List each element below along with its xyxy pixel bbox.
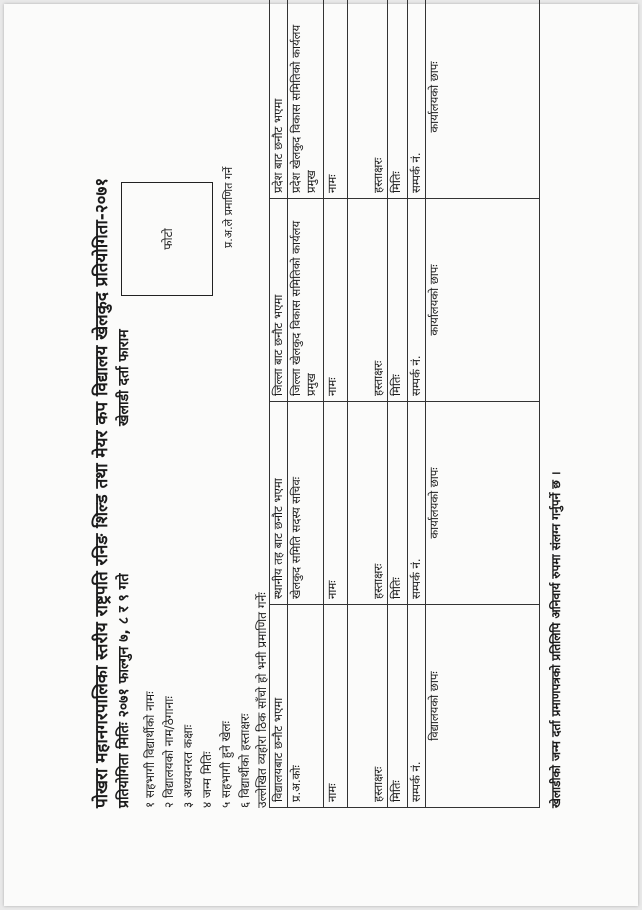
designation-cell: प्रदेश खेलकुद विकास समितिको कार्यलय प्रमुख	[288, 0, 324, 199]
name-cell: नामः	[324, 605, 348, 808]
contact-cell: सम्पर्क नं.	[408, 0, 426, 199]
name-cell: नामः	[324, 0, 348, 199]
date-cell: मितिः	[388, 605, 408, 808]
footer-note: खेलाडीको जन्म दर्ता प्रमाणपत्रको प्रतिलिपि अनिवार्य रुपमा संलग्न गर्नुपर्ने छ ।	[549, 471, 563, 808]
field-school-name-address: २ विद्यालयको नाम/ठेगानाः	[162, 696, 176, 808]
name-cell: नामः	[324, 199, 348, 402]
form-name: खेलाडी दर्ता फाराम	[116, 329, 132, 426]
designation-cell: खेलकुद समिति सदस्य सचिवः	[288, 402, 324, 605]
date-cell: मितिः	[388, 0, 408, 199]
header-school: विद्यालयबाट छनौट भएमा	[270, 605, 288, 808]
photo-note: प्र.अ.ले प्रमाणित गर्ने	[222, 166, 235, 248]
field-student-name: १ सहभागी विद्यार्थीको नामः	[143, 691, 157, 808]
signature-cell: हस्ताक्षरः	[348, 605, 388, 808]
stamp-cell-office: कार्यालयको छापः	[426, 402, 540, 605]
certification-table	[269, 0, 540, 808]
field-class: ३ अध्ययनरत कक्षाः	[181, 724, 195, 808]
table-caption: उल्लेखित व्यहोरा ठिक साँचो हो भनी प्रमाणित गर्नेः	[255, 592, 269, 808]
stamp-cell-school: विद्यालयको छापः	[426, 605, 540, 808]
date-cell: मितिः	[388, 199, 408, 402]
header-local-level: स्थानीय तह बाट छनौट भएमा	[270, 402, 288, 605]
designation-cell: जिल्ला खेलकुद विकास समितिको कार्यलय प्रमुख	[288, 199, 324, 402]
contact-cell: सम्पर्क नं.	[408, 605, 426, 808]
signature-cell: हस्ताक्षरः	[348, 402, 388, 605]
signature-cell: हस्ताक्षरः	[348, 199, 388, 402]
field-student-signature: ६ विद्यार्थीको हस्ताक्षरः	[238, 713, 252, 808]
scanned-page	[4, 4, 638, 906]
photo-label: फोटो	[160, 228, 175, 250]
header-province: प्रदेश बाट छनौट भएमा	[270, 0, 288, 199]
stamp-cell-office: कार्यालयको छापः	[426, 199, 540, 402]
field-sport: ५ सहभागी हुने खेलः	[219, 721, 233, 808]
designation-cell: प्र.अ.कोः	[288, 605, 324, 808]
photo-box	[121, 182, 213, 296]
stamp-cell-office: कार्यालयको छापः	[426, 0, 540, 199]
contact-cell: सम्पर्क नं.	[408, 402, 426, 605]
signature-cell: हस्ताक्षरः	[348, 0, 388, 199]
name-cell: नामः	[324, 402, 348, 605]
field-birth-date: ४ जन्म मितिः	[200, 751, 214, 808]
header-district: जिल्ला बाट छनौट भएमा	[270, 199, 288, 402]
contact-cell: सम्पर्क नं.	[408, 199, 426, 402]
date-cell: मितिः	[388, 402, 408, 605]
form-title: पोखरा महानगरपालिका स्तरीय राष्ट्रपति रनिङ शिल्ड तथा मेयर कप विद्यालय खेलकुद प्रतियोगिता-२०७१	[92, 177, 112, 808]
competition-date: प्रतियोगिता मितिः २०७१ फाल्गुन ७, ८ र ९ गते	[116, 573, 132, 808]
